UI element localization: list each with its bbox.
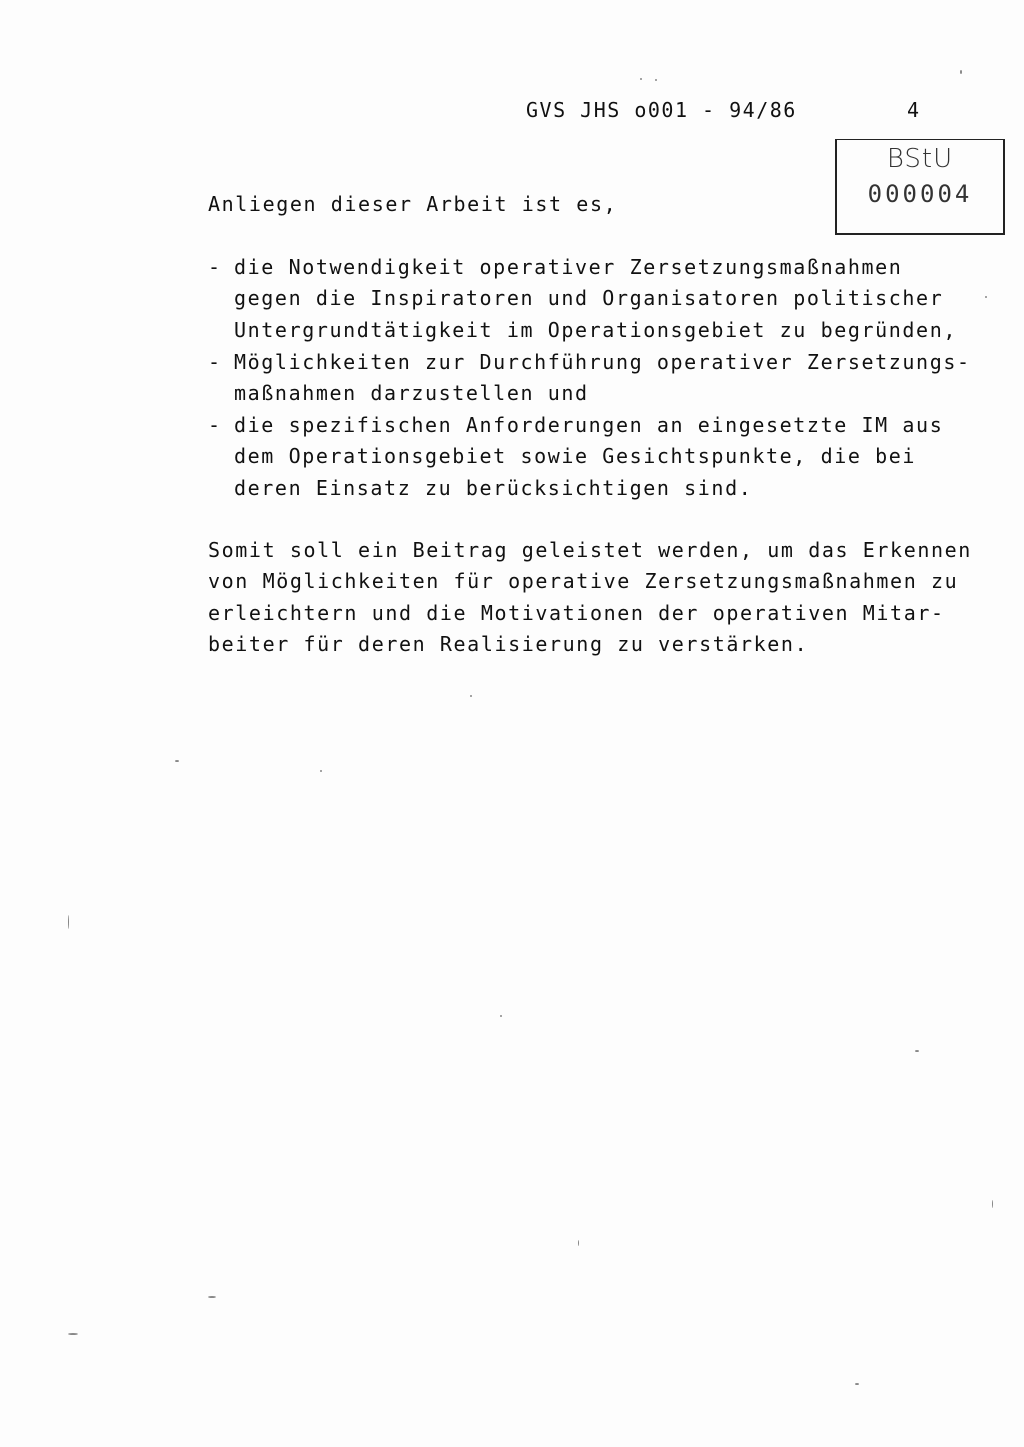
document-reference: GVS JHS o001 - 94/86	[526, 98, 797, 122]
bullet-line: Untergrundtätigkeit im Operationsgebiet zu begründen,	[234, 318, 957, 342]
paragraph-line: beiter für deren Realisierung zu verstärken.	[208, 632, 809, 656]
bullet-line: Möglichkeiten zur Durchführung operativer Zersetzungs-	[234, 350, 971, 374]
bullet-line: gegen die Inspiratoren und Organisatoren politischer	[234, 286, 944, 310]
bullet-line: dem Operationsgebiet sowie Gesichtspunkte, die bei	[234, 444, 917, 468]
bullet-marker: -	[208, 255, 221, 279]
bullet-line: maßnahmen darzustellen und	[234, 381, 589, 405]
scan-speck	[175, 760, 179, 762]
intro-line: Anliegen dieser Arbeit ist es,	[208, 192, 618, 216]
page-number: 4	[907, 98, 920, 122]
bullet-line: die Notwendigkeit operativer Zersetzungsmaßnahmen	[234, 255, 903, 279]
scan-speck	[578, 1240, 579, 1246]
stamp-title: BStU	[886, 144, 954, 174]
scan-speck	[68, 915, 69, 929]
scan-speck	[500, 1015, 502, 1017]
scan-speck	[960, 70, 962, 74]
scan-speck	[655, 79, 657, 81]
bullet-marker: -	[208, 413, 221, 437]
archive-stamp	[835, 139, 1005, 235]
scan-speck	[855, 1383, 859, 1385]
scan-speck	[915, 1050, 919, 1052]
scan-speck	[992, 1200, 993, 1208]
scan-speck	[640, 78, 642, 80]
scan-speck	[470, 695, 472, 697]
paragraph-line: Somit soll ein Beitrag geleistet werden, um das Erkennen	[208, 538, 972, 562]
paragraph-line: von Möglichkeiten für operative Zersetzungsmaßnahmen zu	[208, 569, 959, 593]
scan-speck	[985, 296, 987, 298]
stamp-number: 000004	[867, 180, 973, 208]
paragraph-line: erleichtern und die Motivationen der operativen Mitar-	[208, 601, 945, 625]
scan-speck	[68, 1333, 78, 1335]
bullet-line: deren Einsatz zu berücksichtigen sind.	[234, 476, 753, 500]
scan-speck	[208, 1296, 216, 1298]
bullet-marker: -	[208, 350, 221, 374]
bullet-line: die spezifischen Anforderungen an eingesetzte IM aus	[234, 413, 944, 437]
scan-speck	[320, 770, 322, 772]
